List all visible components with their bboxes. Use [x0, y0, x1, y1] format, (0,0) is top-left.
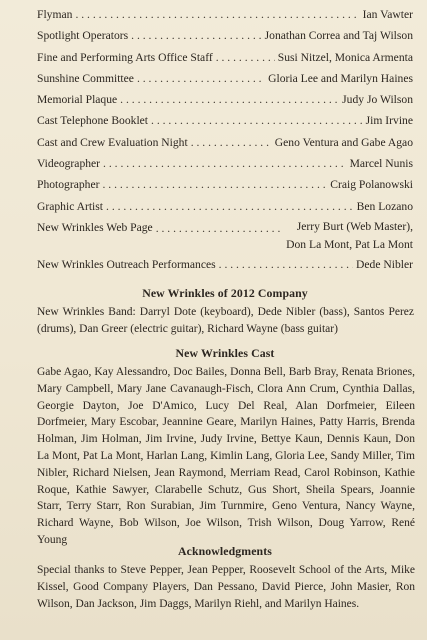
credit-role: New Wrinkles Web Page: [37, 220, 153, 234]
credit-role: Memorial Plaque: [37, 93, 118, 107]
credit-row: [37, 254, 413, 275]
credit-person: [286, 217, 413, 254]
credit-person: Ben Lozano: [356, 199, 413, 213]
leader-dots: [120, 89, 339, 110]
credit-row: [37, 217, 413, 254]
credit-row: [37, 25, 413, 46]
leader-dots: [106, 196, 354, 217]
credit-row: [37, 196, 413, 217]
credit-person: Dede Nibler: [356, 257, 413, 271]
credit-role: Cast Telephone Booklet: [37, 114, 149, 128]
acknowledgments-heading: Acknowledgments: [178, 544, 272, 558]
credit-role: Sunshine Committee: [37, 71, 134, 85]
credit-role: Spotlight Operators: [37, 29, 129, 43]
credit-role: Videographer: [37, 157, 101, 171]
leader-dots: [216, 47, 275, 68]
credit-role: Photographer: [37, 178, 100, 192]
credit-row: [37, 47, 413, 68]
company-text: New Wrinkles Band: Darryl Dote (keyboard), Dede Nibler (bass), Santos Perez (drums), Dan Greer (electric guitar), Richard Wayne (bass guitar): [37, 306, 414, 335]
credit-person-line: Don La Mont, Pat La Mont: [286, 237, 413, 251]
credit-person-line: Jerry Burt (Web Master),: [296, 219, 413, 233]
leader-dots: [151, 110, 363, 131]
credit-person: Susi Nitzel, Monica Armenta: [277, 50, 413, 64]
credit-row: [37, 89, 413, 110]
company-heading: New Wrinkles of 2012 Company: [142, 286, 308, 300]
leader-dots: [131, 25, 262, 46]
leader-dots: [191, 132, 272, 153]
credit-person: Ian Vawter: [362, 8, 413, 21]
credit-role: Cast and Crew Evaluation Night: [37, 135, 188, 149]
leader-dots: [137, 68, 265, 89]
credit-person: Geno Ventura and Gabe Agao: [274, 135, 413, 149]
cast-text: Gabe Agao, Kay Alessandro, Doc Bailes, Donna Bell, Barb Bray, Renata Briones, Mary Campbell, Mary Jane Cavanaugh-Fisch, Clora Ann Crum, Cynthia Dallas, Georgie Dayton, Joe D'Amico, Lucy Del Real, Alan Dorfmeier, Eileen Dorfmeier, Mary Escobar, Jeannine Geare, Marilyn Haines, Patty Harris, Brenda Holman, Jim Holman, Jim Irvine, Judy Irvine, Bettye Kaun, Dennis Kaun, Don La Mont, Pat La Mont, Harlan Lang, Kimlin Lang, Gloria Lee, Sandy Miller, Tim Nibler, Richard Nielsen, Jean Raymond, Merriam Read, Carol Robinson, Kathie Roque, Kathie Sawyer, Clarabelle Schutz, Gus Short, Sheila Spears, Joannie Starr, Terry Starr, Ron Surabian, Jim Turnmire, Geno Ventura, Nancy Wayne, Richard Wayne, Bob Wilson, Joe Wilson, Trish Wilson, Doug Yarrow, René Young: [37, 366, 415, 546]
credit-person: Craig Polanowski: [330, 178, 413, 192]
credit-row: [37, 4, 413, 25]
credit-row: [37, 110, 413, 131]
leader-dots: [102, 174, 327, 195]
leader-dots: [156, 217, 283, 239]
credit-row: [37, 68, 413, 89]
leader-dots: [219, 254, 353, 275]
credit-role: Flyman: [37, 8, 73, 21]
credit-person: Marcel Nunis: [349, 157, 413, 171]
credit-row: [37, 132, 413, 153]
credit-role: Graphic Artist: [37, 199, 104, 213]
credit-role: Fine and Performing Arts Office Staff: [37, 50, 213, 64]
acknowledgments-text: Special thanks to Steve Pepper, Jean Pepper, Roosevelt School of the Arts, Mike Kissel, Good Company Players, Dan Pessano, David Pierce, John Masier, Ron Wilson, Dan Jackson, Jim Daggs, Marilyn Riehl, and Marilyn Haines.: [37, 564, 415, 610]
cast-heading: New Wrinkles Cast: [175, 346, 275, 360]
credit-person: Judy Jo Wilson: [342, 93, 413, 107]
credit-person: Jim Irvine: [365, 114, 413, 128]
crew-credits-list: [37, 4, 413, 275]
credit-person: Jonathan Correa and Taj Wilson: [264, 29, 413, 43]
leader-dots: [75, 4, 359, 25]
credit-role: New Wrinkles Outreach Performances: [37, 257, 216, 271]
credit-row: [37, 153, 413, 174]
credit-row: [37, 174, 413, 195]
leader-dots: [103, 153, 347, 174]
credit-person: Gloria Lee and Marilyn Haines: [268, 71, 413, 85]
